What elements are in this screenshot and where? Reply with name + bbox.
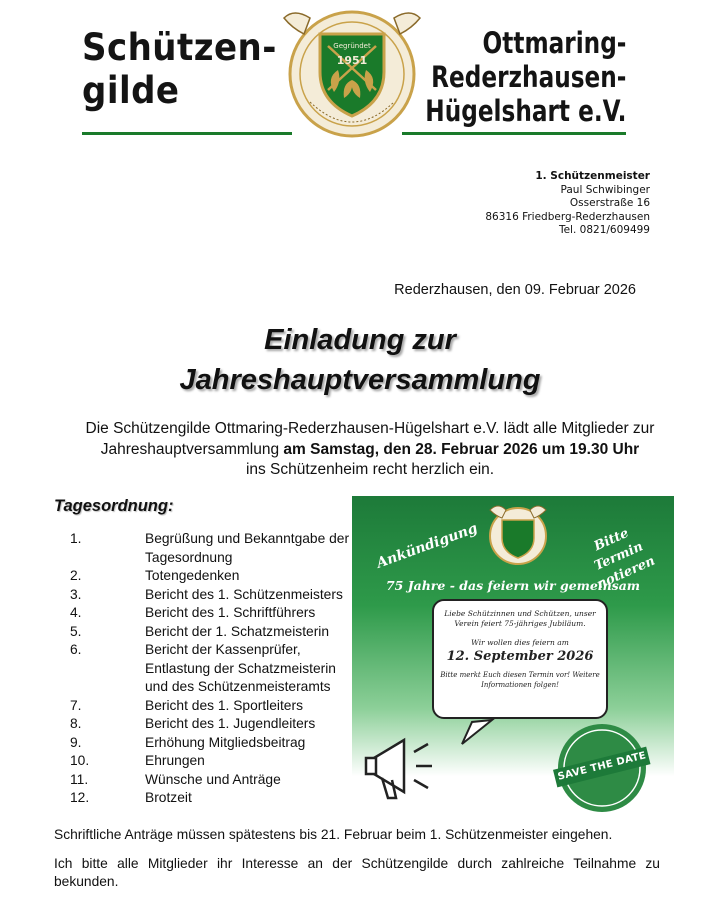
agenda-item-number: 1. xyxy=(70,531,82,546)
agenda-item xyxy=(60,697,360,716)
sender-address xyxy=(485,170,650,238)
emblem-year: 1951 xyxy=(336,54,368,67)
anniversary-flyer xyxy=(352,496,674,838)
agenda-item-number: 2. xyxy=(70,568,82,583)
header-rule-left xyxy=(82,132,292,135)
title-line1: Einladung zur xyxy=(264,324,456,356)
intro-line2-text: Jahreshauptversammlung xyxy=(100,440,284,458)
letter-date: Rederzhausen, den 09. Februar 2026 xyxy=(394,282,636,298)
club-name-right-line1: Ottmaring- xyxy=(482,26,626,60)
bubble-celebrate: Wir wollen dies feiern am xyxy=(471,638,569,647)
agenda-item-number: 10. xyxy=(70,753,90,768)
letter-title xyxy=(0,320,720,400)
agenda-item-number: 3. xyxy=(70,586,82,602)
sender-street: Osserstraße 16 xyxy=(569,197,650,209)
club-name-right-line3: Hügelshart e.V. xyxy=(424,94,626,128)
agenda-item xyxy=(60,734,360,753)
agenda-item-text: Totengedenken xyxy=(145,568,240,583)
sender-name: Paul Schwibinger xyxy=(560,183,650,196)
agenda-item-number: 11. xyxy=(70,771,89,787)
intro-line1: Die Schützengilde Ottmaring-Rederzhausen-Hügelshart e.V. lädt alle Mitglieder zur xyxy=(85,420,655,437)
bubble-greeting: Liebe Schützinnen und Schützen, unser Verein feiert 75-jähriges Jubiläum. xyxy=(444,609,596,628)
header-rule-right xyxy=(402,132,626,135)
bubble-reminder: Bitte merkt Euch diesen Termin vor! Weitere Informationen folgen! xyxy=(440,671,600,689)
flyer-note: Bitte Termin notieren xyxy=(591,525,658,593)
sender-city: 86316 Friedberg-Rederzhausen xyxy=(485,210,650,223)
agenda-item xyxy=(60,789,360,808)
agenda-item-number: 7. xyxy=(70,697,82,713)
motion-deadline-notice: Schriftliche Anträge müssen spätestens bis 21. Februar beim 1. Schützenmeister eingehen. xyxy=(54,827,613,842)
agenda-item xyxy=(60,752,360,771)
club-emblem-icon xyxy=(282,6,422,140)
agenda-item-text: Brotzeit xyxy=(145,790,192,805)
agenda-item-text: Bericht des 1. Schützenmeisters xyxy=(145,586,343,602)
agenda-item xyxy=(60,604,360,623)
agenda-item-text: Bericht des 1. Sportleiters xyxy=(145,697,303,713)
flyer-speech-bubble xyxy=(432,599,608,719)
flyer-headline: 75 Jahre - das feiern wir gemeinsam xyxy=(385,578,641,593)
agenda-item-number: 8. xyxy=(70,716,82,731)
agenda-item-text: Bericht des 1. Schriftführers xyxy=(145,605,316,620)
title-line2: Jahreshauptversammlung xyxy=(179,364,541,396)
closing-paragraph: Ich bitte alle Mitglieder ihr Interesse an der Schützengilde durch zahlreiche Teilnahme zu bekunden. xyxy=(54,856,660,889)
club-name-right xyxy=(425,26,626,128)
emblem-founded-label: Gegründet xyxy=(333,42,371,50)
agenda-item-text: Bericht der 1. Schatzmeisterin xyxy=(145,623,330,639)
club-name-left-line1: Schützen- xyxy=(82,26,277,69)
bubble-event-date: 12. September 2026 xyxy=(446,649,594,664)
agenda-title: Tagesordnung: xyxy=(54,497,174,515)
intro-line3: ins Schützenheim recht herzlich ein. xyxy=(245,461,495,478)
agenda-item-text: Erhöhung Mitgliedsbeitrag xyxy=(145,734,306,750)
agenda-item-text: Bericht des 1. Jugendleiters xyxy=(145,716,316,731)
agenda-item xyxy=(60,715,360,734)
intro-paragraph xyxy=(40,419,700,481)
agenda-item-text: Begrüßung und Bekanntgabe der Tagesordnung xyxy=(145,531,350,565)
agenda-item-number: 12. xyxy=(70,790,90,805)
agenda-item xyxy=(60,641,360,697)
agenda-item xyxy=(60,567,360,586)
club-name-right-line2: Rederzhausen- xyxy=(430,60,626,94)
megaphone-icon xyxy=(366,740,432,798)
agenda-item xyxy=(60,586,360,605)
agenda-item-number: 6. xyxy=(70,642,82,657)
intro-line2 xyxy=(40,440,700,461)
bubble-tail xyxy=(462,720,492,744)
agenda-item-number: 9. xyxy=(70,734,82,750)
agenda-list xyxy=(60,530,360,808)
club-name-left xyxy=(82,26,277,112)
agenda-item-text: Ehrungen xyxy=(145,753,205,768)
agenda-item-text: Wünsche und Anträge xyxy=(145,771,281,787)
sender-role: 1. Schützenmeister xyxy=(535,170,650,182)
agenda-item-text: Bericht der Kassenprüfer, Entlastung der Schatzmeisterin und des Schützenmeisteramts xyxy=(145,642,336,694)
agenda-item xyxy=(60,771,360,790)
agenda-item xyxy=(60,623,360,642)
intro-datetime: am Samstag, den 28. Februar 2026 um 19.30 Uhr xyxy=(283,440,640,458)
save-the-date-label: SAVE THE DATE xyxy=(556,750,648,783)
agenda-item-number: 4. xyxy=(70,605,82,620)
sender-phone: Tel. 0821/609499 xyxy=(558,224,650,236)
club-name-left-line2: gilde xyxy=(82,69,180,112)
agenda-item xyxy=(60,530,360,567)
flyer-announcement: Ankündigung xyxy=(374,520,480,572)
agenda-item-number: 5. xyxy=(70,623,82,639)
